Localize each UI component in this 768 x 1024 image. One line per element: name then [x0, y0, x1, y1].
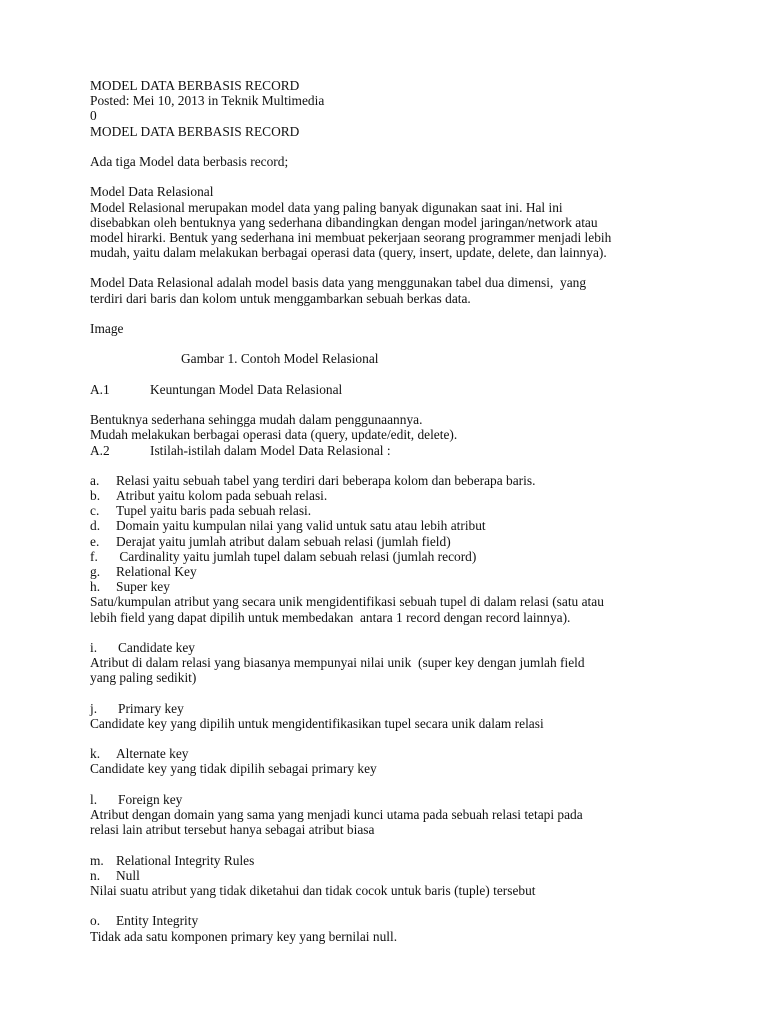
spacer — [90, 169, 690, 184]
term-item — [90, 518, 690, 533]
spacer — [90, 336, 690, 351]
term-marker: f. — [90, 548, 98, 564]
term-marker: m. — [90, 852, 104, 868]
term-item — [90, 549, 690, 564]
primary-key-heading — [90, 701, 690, 716]
term-item — [90, 503, 690, 518]
term-marker: n. — [90, 867, 101, 883]
spacer — [90, 139, 690, 154]
foreign-key-desc: Atribut dengan domain yang sama yang menjadi kunci utama pada sebuah relasi tetapi pada — [90, 807, 583, 822]
term-marker: d. — [90, 518, 101, 534]
term-marker: a. — [90, 472, 100, 488]
paragraph-line: Model Relasional merupakan model data yang paling banyak digunakan saat ini. Hal ini — [90, 199, 563, 215]
term-marker: o. — [90, 913, 101, 929]
paragraph-line: model hirarki. Bentuk yang sederhana ini membuat pekerjaan seorang programmer menjadi lebih — [90, 229, 612, 245]
post-meta: Posted: Mei 10, 2013 in Teknik Multimedia — [90, 93, 325, 109]
candidate-key-desc: yang paling sedikit) — [90, 670, 197, 686]
term-text: Atribut yaitu kolom pada sebuah relasi. — [116, 488, 328, 504]
spacer — [90, 367, 690, 382]
term-text: Derajat yaitu jumlah atribut dalam sebuah relasi (jumlah field) — [116, 533, 451, 549]
term-item — [90, 534, 690, 549]
spacer — [90, 397, 690, 412]
alternate-key-heading — [90, 746, 690, 761]
term-label: Alternate key — [116, 746, 189, 762]
spacer — [90, 898, 690, 913]
candidate-key-desc: Atribut di dalam relasi yang biasanya mempunyai nilai unik (super key dengan jumlah field — [90, 655, 585, 671]
spacer — [90, 731, 690, 746]
advantage-item: Bentuknya sederhana sehingga mudah dalam penggunaannya. — [90, 412, 423, 428]
term-marker: c. — [90, 503, 100, 519]
term-text: Super key — [116, 579, 170, 595]
section-number: A.2 — [90, 442, 110, 458]
paragraph-line: Model Data Relasional adalah model basis data yang menggunakan tabel dua dimensi, yang — [90, 275, 587, 291]
advantage-item: Mudah melakukan berbagai operasi data (query, update/edit, delete). — [90, 427, 458, 443]
section-a2-heading — [90, 443, 690, 458]
term-label: Null — [116, 867, 140, 883]
term-marker: l. — [90, 791, 98, 807]
spacer — [90, 306, 690, 321]
spacer — [90, 837, 690, 852]
document-title: MODEL DATA BERBASIS RECORD — [90, 78, 300, 93]
document-body — [90, 78, 690, 944]
super-key-desc: Satu/kumpulan atribut yang secara unik mengidentifikasi sebuah tupel di dalam relasi (satu atau — [90, 594, 604, 610]
super-key-desc: lebih field yang dapat dipilih untuk membedakan antara 1 record dengan record lainnya). — [90, 609, 571, 625]
section-a1-heading — [90, 382, 690, 397]
term-item — [90, 473, 690, 488]
term-marker: h. — [90, 579, 101, 595]
foreign-key-desc: relasi lain atribut tersebut hanya sebagai atribut biasa — [90, 822, 375, 838]
term-marker: k. — [90, 746, 101, 762]
null-heading — [90, 868, 690, 883]
document-title-repeat: MODEL DATA BERBASIS RECORD — [90, 123, 300, 139]
intro-text: Ada tiga Model data berbasis record; — [90, 153, 289, 169]
term-label: Foreign key — [118, 791, 183, 807]
term-text: Cardinality yaitu jumlah tupel dalam sebuah relasi (jumlah record) — [116, 548, 477, 564]
spacer — [90, 260, 690, 275]
paragraph-line: disebabkan oleh bentuknya yang sederhana dibandingkan dengan model jaringan/network atau — [90, 214, 598, 230]
term-marker: i. — [90, 639, 98, 655]
term-marker: j. — [90, 700, 98, 716]
section-title: Istilah-istilah dalam Model Data Relasional : — [150, 442, 391, 458]
spacer — [90, 458, 690, 473]
spacer — [90, 686, 690, 701]
term-text: Relasi yaitu sebuah tabel yang terdiri dari beberapa kolom dan beberapa baris. — [116, 472, 536, 488]
term-text: Domain yaitu kumpulan nilai yang valid untuk satu atau lebih atribut — [116, 518, 486, 534]
comment-count: 0 — [90, 108, 97, 124]
section-title: Keuntungan Model Data Relasional — [150, 381, 343, 397]
paragraph-line: mudah, yaitu dalam melakukan berbagai operasi data (query, insert, update, delete, dan lainnya). — [90, 245, 607, 261]
entity-integrity-heading — [90, 913, 690, 928]
term-label: Relational Integrity Rules — [116, 852, 255, 868]
term-marker: g. — [90, 564, 101, 579]
term-text: Tupel yaitu baris pada sebuah relasi. — [116, 503, 312, 519]
term-label: Candidate key — [118, 639, 195, 655]
section-number: A.1 — [90, 381, 110, 397]
term-text: Relational Key — [116, 564, 197, 579]
term-label: Entity Integrity — [116, 913, 199, 929]
alternate-key-desc: Candidate key yang tidak dipilih sebagai primary key — [90, 761, 377, 777]
figure-caption: Gambar 1. Contoh Model Relasional — [181, 351, 379, 367]
term-marker: e. — [90, 533, 100, 549]
term-label: Primary key — [118, 700, 184, 716]
spacer — [90, 625, 690, 640]
entity-integrity-desc: Tidak ada satu komponen primary key yang bernilai null. — [90, 928, 398, 944]
primary-key-desc: Candidate key yang dipilih untuk mengidentifikasikan tupel secara unik dalam relasi — [90, 715, 544, 731]
term-item — [90, 579, 690, 594]
candidate-key-heading — [90, 640, 690, 655]
image-placeholder: Image — [90, 321, 124, 336]
term-marker: b. — [90, 488, 101, 504]
spacer — [90, 777, 690, 792]
integrity-rules-heading — [90, 853, 690, 868]
term-item — [90, 488, 690, 503]
foreign-key-heading — [90, 792, 690, 807]
paragraph-line: terdiri dari baris dan kolom untuk menggambarkan sebuah berkas data. — [90, 290, 471, 306]
term-item — [90, 564, 690, 579]
relational-heading: Model Data Relasional — [90, 184, 214, 200]
null-desc: Nilai suatu atribut yang tidak diketahui dan tidak cocok untuk baris (tuple) tersebut — [90, 882, 536, 898]
